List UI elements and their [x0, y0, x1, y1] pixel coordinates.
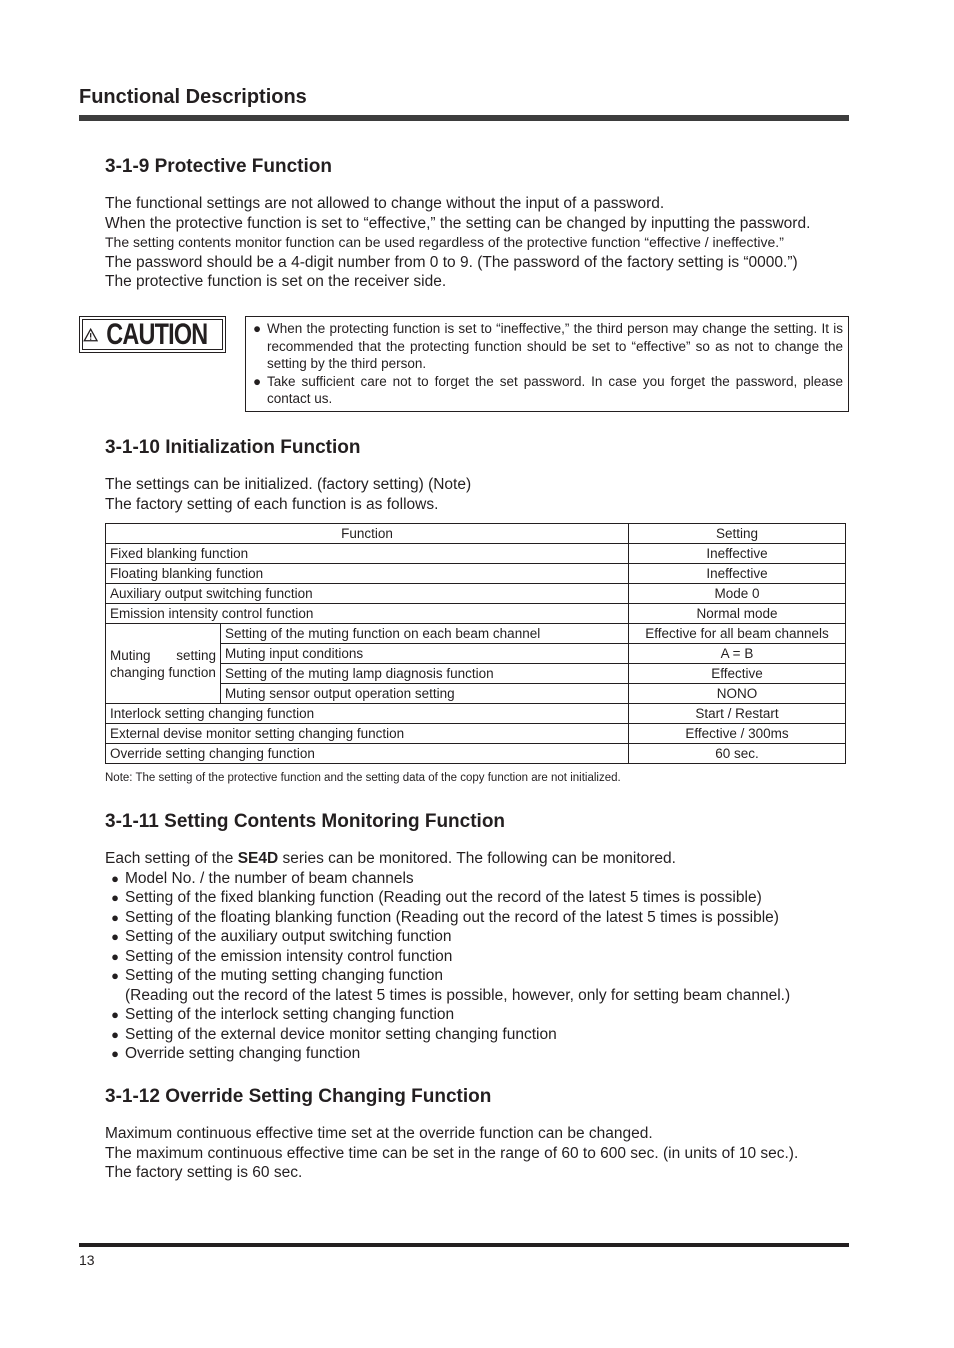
factory-settings-table [105, 523, 846, 764]
bullet-icon: ● [111, 1007, 119, 1022]
protective-line-1: The functional settings are not allowed to change without the input of a password. [105, 195, 665, 212]
table-row [106, 604, 846, 624]
list-item-text: Setting of the muting setting changing function [125, 967, 443, 984]
table-cell-function: Auxiliary output switching function [106, 584, 629, 604]
caution-box [245, 316, 849, 412]
bullet-icon: ● [111, 1046, 119, 1061]
bullet-icon: ● [253, 373, 262, 389]
table-cell-function: Fixed blanking function [106, 544, 629, 564]
list-item [105, 1005, 790, 1025]
table-cell-function: Override setting changing function [106, 744, 629, 764]
intro-text-end: series can be monitored. The following can be monitored. [278, 850, 676, 867]
table-cell-function: External devise monitor setting changing function [106, 724, 629, 744]
override-line-3: The factory setting is 60 sec. [105, 1164, 303, 1181]
list-item [105, 927, 790, 947]
table-row [106, 704, 846, 724]
caution-item [253, 320, 843, 373]
table-cell-setting: Normal mode [629, 604, 846, 624]
list-item [105, 966, 790, 986]
table-row [106, 724, 846, 744]
list-item [105, 888, 790, 908]
initialization-line-2: The factory setting of each function is as follows. [105, 495, 439, 513]
override-line-1: Maximum continuous effective time set at the override function can be changed. [105, 1125, 653, 1142]
list-item-text: Setting of the fixed blanking function (Reading out the record of the latest 5 times is possible) [125, 889, 762, 906]
list-item [105, 947, 790, 967]
bullet-icon: ● [111, 1026, 119, 1042]
bullet-icon: ● [111, 890, 119, 905]
table-cell-setting: 60 sec. [629, 744, 846, 764]
muting-group-cell: Muting setting changing function [106, 624, 221, 704]
caution-label: CAUTION [106, 317, 208, 351]
list-item [105, 1044, 790, 1064]
table-row [106, 564, 846, 584]
column-header-setting: Setting [629, 524, 846, 544]
table-cell-setting: Effective / 300ms [629, 724, 846, 744]
table-cell-setting: Mode 0 [629, 584, 846, 604]
caution-item-text: When the protecting function is set to “ineffective,” the third person may change the setting. It is recommended that the protecting function should be set to “effective” so as not to change the setting by the third person. [267, 321, 843, 371]
model-name: SE4D [237, 850, 279, 867]
table-cell-setting: NONO [629, 684, 846, 704]
override-line-2: The maximum continuous effective time can be set in the range of 60 to 600 sec. (in units of 10 sec.). [105, 1144, 799, 1162]
table-row [106, 744, 846, 764]
list-item-text: Setting of the auxiliary output switching function [125, 928, 452, 945]
protective-line-5: The protective function is set on the receiver side. [105, 273, 447, 290]
page-number: 13 [79, 1252, 95, 1268]
section-heading-override: 3-1-12 Override Setting Changing Function [105, 1086, 492, 1107]
initialization-line-1: The settings can be initialized. (factory setting) (Note) [105, 476, 472, 493]
section-heading-monitoring: 3-1-11 Setting Contents Monitoring Function [105, 811, 506, 832]
table-cell-function: Emission intensity control function [106, 604, 629, 624]
table-cell-function: Floating blanking function [106, 564, 629, 584]
table-cell-function: Setting of the muting lamp diagnosis function [221, 664, 629, 684]
bullet-icon: ● [111, 929, 119, 944]
list-item-continuation [105, 986, 790, 1006]
table-header-row [106, 524, 846, 544]
initialization-paragraph [105, 475, 471, 514]
caution-item-text: Take sufficient care not to forget the set password. In case you forget the password, please contact us. [267, 373, 843, 406]
table-cell-setting: Effective [629, 664, 846, 684]
override-paragraph [105, 1124, 798, 1183]
bullet-icon: ● [111, 968, 119, 983]
list-item-text: Setting of the interlock setting changing function [125, 1006, 455, 1023]
list-item [105, 869, 790, 889]
table-cell-setting: Ineffective [629, 544, 846, 564]
caution-badge [79, 316, 226, 353]
list-item [105, 1025, 790, 1045]
list-item-text: Setting of the emission intensity control function [125, 947, 453, 965]
table-cell-setting: Ineffective [629, 564, 846, 584]
list-item-text: (Reading out the record of the latest 5 times is possible, however, only for setting beam channel.) [125, 986, 791, 1004]
warning-triangle-icon [83, 324, 98, 346]
table-cell-function: Muting sensor output operation setting [221, 684, 629, 704]
list-item-text: Override setting changing function [125, 1045, 361, 1062]
section-heading-protective: 3-1-9 Protective Function [105, 156, 332, 177]
table-cell-setting: Start / Restart [629, 704, 846, 724]
table-row [106, 584, 846, 604]
monitoring-list [105, 849, 790, 1064]
protective-paragraph [105, 194, 810, 292]
bullet-icon: ● [111, 948, 119, 964]
header-rule [79, 115, 849, 121]
intro-text: Each setting of the [105, 850, 238, 867]
caution-item [253, 373, 843, 408]
table-cell-setting: A = B [629, 644, 846, 664]
table-row [106, 544, 846, 564]
table-cell-setting: Effective for all beam channels [629, 624, 846, 644]
page-header-title: Functional Descriptions [79, 86, 307, 108]
table-cell-function: Interlock setting changing function [106, 704, 629, 724]
table-note: Note: The setting of the protective function and the setting data of the copy function are not initialized. [105, 772, 621, 784]
list-item-text: Setting of the external device monitor setting changing function [125, 1025, 557, 1043]
bullet-icon: ● [111, 909, 119, 925]
bullet-icon: ● [111, 870, 119, 886]
table-row [106, 624, 846, 644]
protective-line-3: The setting contents monitor function can be used regardless of the protective function “effective / ineffective.” [105, 234, 784, 250]
monitoring-intro [105, 849, 790, 869]
list-item-text: Model No. / the number of beam channels [125, 869, 414, 887]
table-cell-function: Muting input conditions [221, 644, 629, 664]
list-item-text: Setting of the floating blanking function (Reading out the record of the latest 5 times is possible) [125, 908, 779, 926]
list-item [105, 908, 790, 928]
footer-rule [79, 1243, 849, 1247]
column-header-function: Function [106, 524, 629, 544]
protective-line-2: When the protective function is set to “effective,” the setting can be changed by inputting the password. [105, 214, 811, 232]
protective-line-4: The password should be a 4-digit number from 0 to 9. (The password of the factory setting is “0000.”) [105, 253, 798, 271]
section-heading-initialization: 3-1-10 Initialization Function [105, 437, 361, 458]
table-cell-function: Setting of the muting function on each beam channel [221, 624, 629, 644]
bullet-icon: ● [253, 321, 262, 336]
